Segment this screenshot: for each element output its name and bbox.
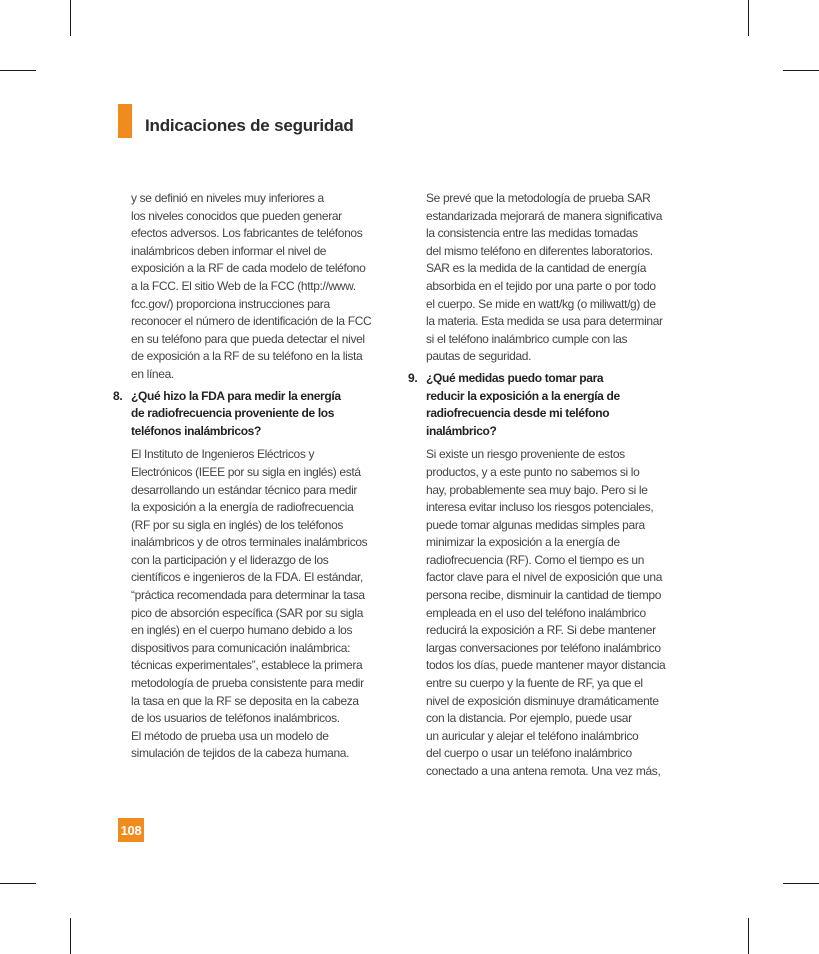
text-line: del mismo teléfono en diferentes laboratorios. (426, 243, 653, 258)
text-line: el cuerpo. Se mide en watt/kg (o miliwatt/g) de (426, 296, 656, 311)
text-line: nivel de exposición disminuye dramáticamente (426, 693, 659, 708)
question-line: teléfonos inalámbricos? (131, 423, 261, 438)
crop-mark-bottom-left-horizontal (0, 883, 36, 884)
text-line: SAR es la medida de la cantidad de energía (426, 261, 647, 276)
text-line: de los usuarios de teléfonos inalámbricos. (131, 711, 340, 726)
text-line: todos los días, puede mantener mayor distancia (426, 658, 666, 673)
text-line: reconocer el número de identificación de la FCC (131, 314, 372, 329)
question-8-number: 8. (113, 388, 123, 403)
question-9-number: 9. (408, 370, 418, 385)
crop-mark-bottom-left-vertical (70, 918, 71, 954)
text-line: en inglés) en el cuerpo humano debido a los (131, 623, 353, 638)
question-9-text (426, 370, 682, 440)
text-line: de exposición a la RF de su teléfono en la lista (131, 349, 363, 364)
text-line: absorbida en el tejido por una parte o por todo (426, 278, 656, 293)
text-line: simulación de tejidos de la cabeza humana. (131, 746, 350, 761)
text-line: un auricular y alejar el teléfono inalámbrico (426, 728, 639, 743)
question-line: radiofrecuencia desde mi teléfono (426, 406, 610, 421)
text-line: con la participación y el liderazgo de los (131, 552, 329, 567)
crop-mark-top-left-vertical (70, 0, 71, 36)
text-line: con la distancia. Por ejemplo, puede usar (426, 711, 632, 726)
question-8-text (131, 388, 387, 441)
text-line: si el teléfono inalámbrico cumple con las (426, 331, 628, 346)
text-line: la consistencia entre las medidas tomadas (426, 226, 638, 241)
text-line: minimizar la exposición a la energía de (426, 535, 620, 550)
text-line: la tasa en que la RF se deposita en la cabeza (131, 693, 359, 708)
text-line: El método de prueba usa un modelo de (131, 728, 329, 743)
question-line: de radiofrecuencia proveniente de los (131, 406, 335, 421)
text-line: en su teléfono para que pueda detectar el nivel (131, 331, 365, 346)
text-line: pautas de seguridad. (426, 349, 532, 364)
left-column (113, 190, 387, 763)
text-line: del cuerpo o usar un teléfono inalámbrico (426, 746, 632, 761)
text-line: largas conversaciones por teléfono inalámbrico (426, 640, 661, 655)
question-9 (408, 370, 682, 440)
text-line: interesa evitar incluso los riesgos potenciales, (426, 500, 654, 515)
crop-mark-top-right-horizontal (783, 70, 819, 71)
question-line: reducir la exposición a la energía de (426, 388, 620, 403)
text-line: fcc.gov/) proporciona instrucciones para (131, 296, 330, 311)
text-line: en línea. (131, 366, 174, 381)
text-line: Electrónicos (IEEE por su sigla en inglés) está (131, 464, 361, 479)
text-line: estandarizada mejorará de manera significativa (426, 208, 663, 223)
text-line: reducirá la exposición a RF. Si debe mantener (426, 623, 656, 638)
text-line: exposición a la RF de cada modelo de teléfono (131, 261, 366, 276)
text-line: y se definió en niveles muy inferiores a (131, 191, 324, 205)
page-number: 108 (118, 818, 144, 842)
question-line: ¿Qué medidas puedo tomar para (426, 370, 604, 385)
text-line: (RF por su sigla en inglés) de los teléfonos (131, 517, 344, 532)
text-line: dispositivos para comunicación inalámbrica: (131, 640, 351, 655)
crop-mark-top-right-vertical (748, 0, 749, 36)
right-intro-paragraph (426, 190, 682, 366)
text-line: factor clave para el nivel de exposición que una (426, 570, 663, 585)
text-line: los niveles conocidos que pueden generar (131, 208, 342, 223)
question-line: inalámbrico? (426, 423, 497, 438)
text-line: a la FCC. El sitio Web de la FCC (http://www. (131, 278, 356, 293)
text-line: entre su cuerpo y la fuente de RF, ya que el (426, 676, 643, 691)
answer-8-paragraph (131, 446, 387, 763)
text-line: radiofrecuencia (RF). Como el tiempo es un (426, 552, 645, 567)
text-line: desarrollando un estándar técnico para medir (131, 482, 358, 497)
answer-9-paragraph (426, 446, 682, 780)
text-line: conectado a una antena remota. Una vez más, (426, 764, 661, 778)
left-intro-paragraph (131, 190, 387, 384)
section-marker-bar (118, 104, 132, 138)
text-line: El Instituto de Ingenieros Eléctricos y (131, 447, 315, 462)
text-line: puede tomar algunas medidas simples para (426, 517, 645, 532)
question-8 (113, 388, 387, 441)
text-line: Si existe un riesgo proveniente de estos (426, 447, 625, 462)
text-line: metodología de prueba consistente para medir (131, 676, 364, 691)
text-line: inalámbricos y de otros terminales inalámbricos (131, 535, 368, 550)
crop-mark-bottom-right-horizontal (783, 883, 819, 884)
text-line: la exposición a la energía de radiofrecuencia (131, 500, 354, 515)
text-line: la materia. Esta medida se usa para determinar (426, 314, 663, 329)
section-title: Indicaciones de seguridad (145, 116, 354, 135)
right-column (408, 190, 682, 781)
text-line: científicos e ingenieros de la FDA. El estándar, (131, 570, 364, 585)
text-line: técnicas experimentales”, establece la primera (131, 658, 363, 673)
text-line: hay, probablemente sea muy bajo. Pero si le (426, 482, 648, 497)
crop-mark-top-left-horizontal (0, 70, 36, 71)
text-line: Se prevé que la metodología de prueba SAR (426, 191, 651, 205)
question-line: ¿Qué hizo la FDA para medir la energía (131, 388, 341, 403)
text-line: persona recibe, disminuir la cantidad de tiempo (426, 588, 662, 603)
text-line: productos, y a este punto no sabemos si lo (426, 464, 640, 479)
text-line: inalámbricos deben informar el nivel de (131, 243, 327, 258)
text-line: efectos adversos. Los fabricantes de teléfonos (131, 226, 363, 241)
text-line: pico de absorción específica (SAR por su sigla (131, 605, 364, 620)
text-line: empleada en el uso del teléfono inalámbrico (426, 605, 646, 620)
text-line: “práctica recomendada para determinar la tasa (131, 588, 365, 603)
crop-mark-bottom-right-vertical (748, 918, 749, 954)
